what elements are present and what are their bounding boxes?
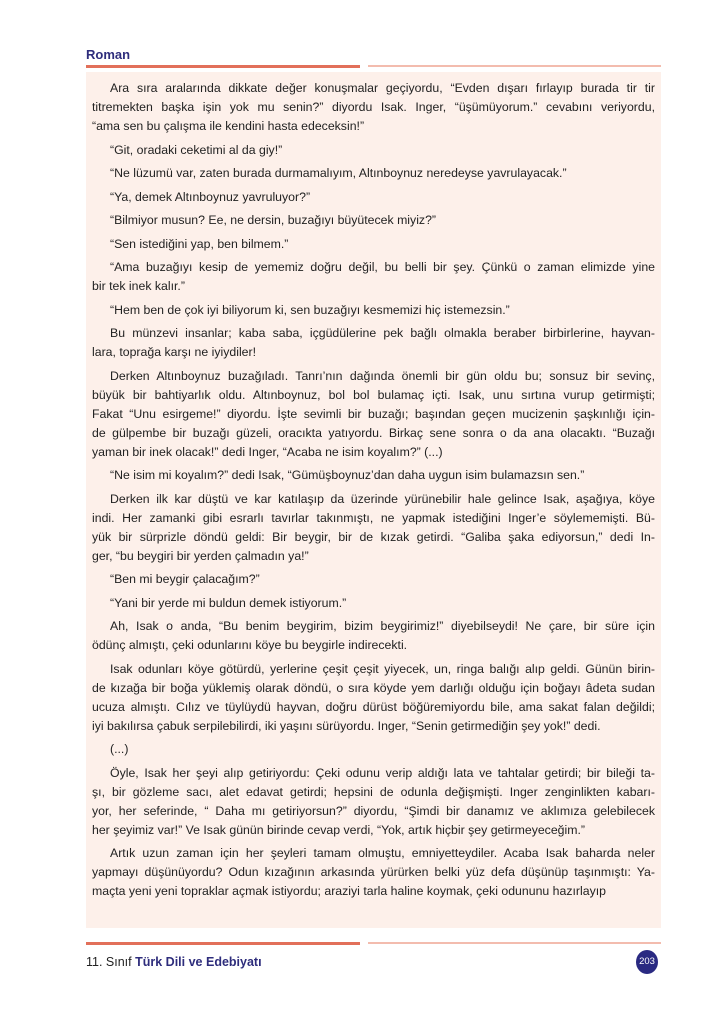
- footer-rule-left: [86, 942, 360, 945]
- paragraph: [92, 466, 655, 485]
- text-line: her şeyimiz var!” Ve Isak günün birinde cevap verdi, “Yok, artık hiçbir şey getirmeyeceğim.”: [92, 822, 585, 837]
- paragraph: [92, 764, 655, 840]
- paragraph: [92, 141, 655, 160]
- text-line: Isak odunları köye götürdü, yerlerine çeşit çeşit yiyecek, un, ringa balığı alıp geldi. Günün birin-: [110, 661, 655, 676]
- header-rule-left: [86, 65, 360, 68]
- text-line: Ara sıra aralarında dikkate değer konuşmalar geçiyordu, “Evden dışarı fırlayıp burada tir tir: [110, 81, 655, 95]
- text-line: yük bir sürprizle döndü geldi: Bir beygir, bir de kızak getirdi. “Galiba şaka ediyorsun,” dedi In-: [92, 529, 655, 544]
- footer-rule-right: [368, 942, 661, 944]
- footer-grade: 11. Sınıf: [86, 955, 132, 969]
- text-line: şı, bir gözleme sacı, alet edavat getirdi; hepsini de odunla değişmişti. Inger zenginlikten kabarı-: [92, 784, 655, 799]
- text-line: “Bilmiyor musun? Ee, ne dersin, buzağıyı büyütecek miyiz?”: [110, 213, 437, 227]
- text-line: titremekten başka işin yok mu senin?” diyordu Isak. Inger, “üşümüyorum.” cevabını veriyordu,: [92, 100, 655, 114]
- text-line: “Ne lüzumü var, zaten burada durmamalıyım, Altınboynuz neredeyse yavrulayacak.”: [110, 166, 567, 180]
- page-number-badge: 203: [636, 950, 658, 974]
- text-line: ucuza almıştı. Cılız ve tüylüydü hayvan, doğru dürüst böğüremiyordu bile, ama sakat falan değildi;: [92, 699, 655, 714]
- paragraph: [92, 164, 655, 183]
- text-line: Artık uzun zaman için her şeyleri tamam olmuştu, emniyetteydiler. Acaba Isak baharda neler: [110, 846, 655, 860]
- text-line: “ama sen bu çalışma ile kendini hasta edeceksin!”: [92, 119, 365, 133]
- paragraph: [92, 594, 655, 613]
- paragraph: [92, 211, 655, 230]
- text-line: iyi bakılırsa çabuk serpilebilirdi, iki yaşını sürüyordu. Inger, “Senin getirmediğin şey yok!” dedi.: [92, 718, 601, 733]
- paragraph: [92, 301, 655, 320]
- text-line: Öyle, Isak her şeyi alıp getiriyordu: Çeki odunu verip aldığı lata ve tahtalar getirdi; bir bileği ta-: [110, 765, 655, 780]
- text-line: “Ya, demek Altınboynuz yavruluyor?”: [110, 189, 311, 204]
- text-line: Derken ilk kar düştü ve kar katılaşıp da üzerinde yürünebilir hale gelince Isak, aşağıya, köye: [110, 491, 655, 506]
- paragraph: [92, 660, 655, 736]
- text-line: “Ama buzağıyı kesip de yememiz doğru değil, bu belli bir şey. Çünkü o zaman elimizde yine: [110, 260, 655, 274]
- text-line: Derken Altınboynuz buzağıladı. Tanrı’nın dağında önemli bir gün oldu bu; sonsuz bir sevinç,: [110, 368, 655, 383]
- text-line: indi. Her zamanki gibi esrarlı tavırlar takınmıştı, ne yapmak istediğini Inger’e söylememişti. Bü-: [92, 510, 655, 525]
- section-title: Roman: [86, 47, 131, 62]
- footer-label: [86, 955, 262, 969]
- paragraph: [92, 490, 655, 566]
- text-line: maçta yeni yeni topraklar açmak istiyordu; araziyi tarla haline koymak, çeki odununu hazırlayıp: [92, 884, 606, 898]
- paragraph: [92, 235, 655, 254]
- text-line: yor, her seferinde, “ Daha mı getiriyorsun?” diyordu, “Şimdi bir danamız ve aklımıza gelebilecek: [92, 803, 655, 818]
- text-line: bir tek inek kalır.”: [92, 279, 185, 293]
- paragraph: [92, 617, 655, 655]
- footer-subject: Türk Dili ve Edebiyatı: [135, 955, 262, 969]
- text-line: “Yani bir yerde mi buldun demek istiyorum.”: [110, 595, 347, 610]
- text-line: Fakat “Unu esirgeme!” diyordu. İşte sevimli bir buzağı; başından geçen mucizenin şaşkınlığı için-: [92, 406, 655, 421]
- paragraph: [92, 367, 655, 462]
- text-line: yapmayı düşünüyordu? Odun kızağının arkasında yürürken belki yüz defa düşünüp taşınmıştı: Ya-: [92, 865, 655, 879]
- text-line: büyük bir bahtiyarlık oldu. Altınboynuz, bol bol bulamaç içti. Isak, unu sırtına vurup getirmişti;: [92, 387, 655, 402]
- text-line: ödünç almıştı, çeki odunlarını köye bu beygirle indirecekti.: [92, 638, 408, 652]
- body-text: [92, 79, 655, 906]
- paragraph: [92, 570, 655, 589]
- text-line: “Ben mi beygir çalacağım?”: [110, 572, 260, 586]
- header-rule-right: [368, 65, 661, 67]
- text-line: Ah, Isak o anda, “Bu benim beygirim, bizim beygirimiz!” diyebilseydi! Ne çare, bir süre için: [110, 619, 655, 633]
- paragraph: [92, 740, 655, 759]
- text-line: Bu münzevi insanlar; kaba saba, içgüdülerine pek bağlı olmakla beraber birbirlerine, hayvan-: [110, 326, 655, 340]
- text-line: (...): [110, 742, 129, 756]
- paragraph: [92, 844, 655, 901]
- text-line: ger, “bu beygiri bir yerden çalmadın ya!”: [92, 548, 309, 563]
- paragraph: [92, 324, 655, 362]
- text-line: “Hem ben de çok iyi biliyorum ki, sen buzağıyı kesmemizi hiç istemezsin.”: [110, 302, 510, 317]
- paragraph: [92, 188, 655, 207]
- text-line: lara, toprağa karşı ne iyiydiler!: [92, 345, 257, 359]
- text-line: de gülpembe bir buzağı güzeli, oracıkta yatıyordu. Birkaç sene sonra o da ana olacaktı. “Buzağı: [92, 425, 655, 440]
- text-line: “Git, oradaki ceketimi al da giy!”: [110, 142, 283, 157]
- text-line: yaman bir inek olacak!” dedi Inger, “Acaba ne isim koyalım?” (...): [92, 444, 443, 459]
- paragraph: [92, 258, 655, 296]
- text-line: “Sen istediğini yap, ben bilmem.”: [110, 236, 289, 251]
- text-line: “Ne isim mi koyalım?” dedi Isak, “Gümüşboynuz’dan daha uygun isim bulamazsın sen.”: [110, 468, 585, 482]
- text-line: de kızağa bir boğa yüklemiş olarak döndü, o sıra köyde yem darlığı olduğu için boğayı âdeta sudan: [92, 680, 655, 695]
- paragraph: [92, 79, 655, 136]
